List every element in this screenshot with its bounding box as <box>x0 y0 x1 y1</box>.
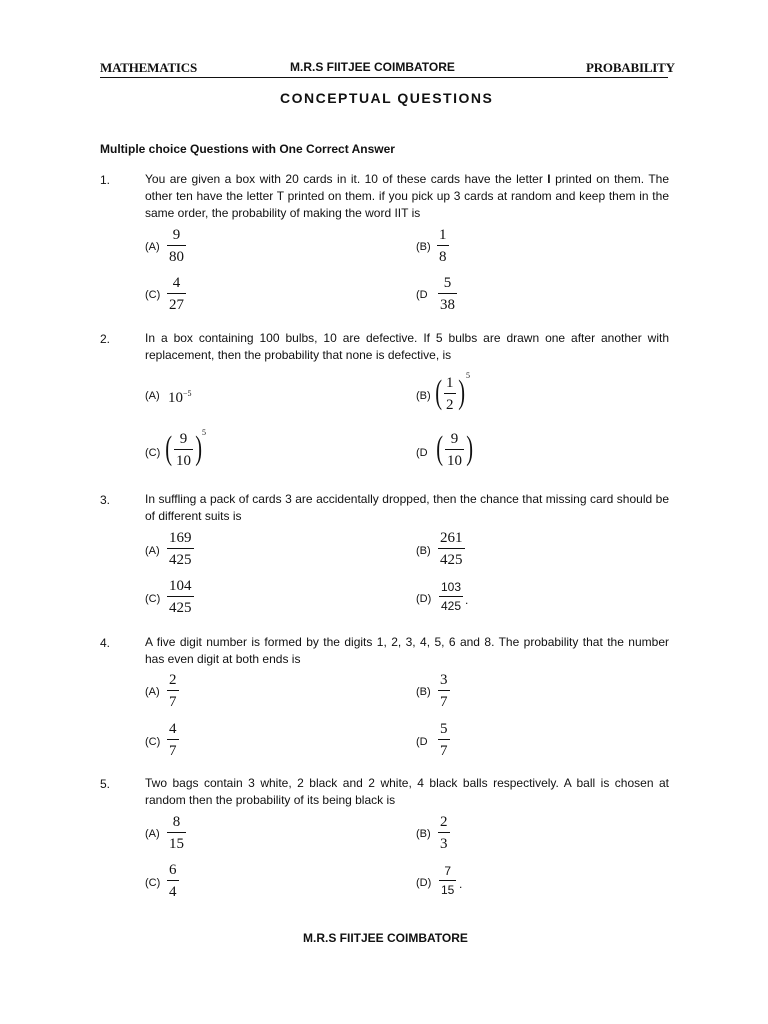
denominator: 80 <box>169 249 184 265</box>
denominator: 7 <box>169 743 177 759</box>
denominator: 27 <box>169 297 184 313</box>
page-title: CONCEPTUAL QUESTIONS <box>280 90 494 106</box>
left-paren: ( <box>436 430 444 467</box>
option-b-fraction <box>438 671 450 711</box>
denominator: 425 <box>169 552 192 568</box>
exponent: 5 <box>466 371 470 380</box>
option-c-fraction <box>167 274 186 314</box>
numerator: 7 <box>444 864 452 878</box>
header-institute: M.R.S FIITJEE COIMBATORE <box>290 60 455 74</box>
numerator: 4 <box>172 275 181 291</box>
question-number: 2. <box>100 332 111 346</box>
trailing-period: . <box>465 593 469 607</box>
denominator: 38 <box>440 297 455 313</box>
denominator: 7 <box>440 694 448 710</box>
option-label: (A) <box>145 828 160 840</box>
option-c-fraction <box>167 861 179 901</box>
question-number: 4. <box>100 636 111 650</box>
option-b-fraction <box>438 529 465 569</box>
denominator: 10 <box>176 453 191 469</box>
option-label: (B) <box>416 241 431 253</box>
question-text: A five digit number is formed by the digits 1, 2, 3, 4, 5, 6 and 8. The probability that the number has even digit at both ends is <box>145 635 669 666</box>
option-label: (A) <box>145 545 160 557</box>
option-label: (C) <box>145 736 161 748</box>
numerator: 5 <box>440 721 448 737</box>
numerator: 4 <box>169 721 177 737</box>
option-a-fraction <box>167 671 179 711</box>
option-d-fraction <box>439 864 456 898</box>
right-paren: ) <box>458 374 466 411</box>
option-b-fraction <box>444 374 456 414</box>
exponent: 5 <box>202 428 206 437</box>
option-label: (A) <box>145 241 160 253</box>
denominator: 4 <box>169 884 177 900</box>
numerator: 6 <box>169 862 177 878</box>
numerator: 1 <box>446 375 454 391</box>
denominator: 7 <box>169 694 177 710</box>
question-text: In a box containing 100 bulbs, 10 are defective. If 5 bulbs are drawn one after another with replacement, then the probability that none is defective, is <box>145 331 669 362</box>
trailing-period: . <box>459 877 463 891</box>
denominator: 2 <box>446 397 454 413</box>
option-a-fraction <box>167 529 194 569</box>
left-paren: ( <box>165 430 173 467</box>
numerator: 9 <box>179 431 188 447</box>
option-c-fraction <box>167 577 194 617</box>
numerator: 9 <box>450 431 459 447</box>
option-label: (B) <box>416 828 431 840</box>
numerator: 1 <box>439 227 447 243</box>
numerator: 9 <box>172 227 181 243</box>
numerator: 103 <box>441 580 462 594</box>
numerator: 104 <box>169 578 192 594</box>
denominator: 15 <box>441 883 455 897</box>
option-label: (C) <box>145 447 161 459</box>
denominator: 425 <box>441 599 462 613</box>
option-c-fraction <box>167 720 179 760</box>
denominator: 3 <box>440 836 448 852</box>
option-label: (D) <box>416 877 432 889</box>
option-label: (D <box>416 289 428 301</box>
numerator: 169 <box>169 530 192 546</box>
footer-institute: M.R.S FIITJEE COIMBATORE <box>303 931 468 945</box>
option-label: (A) <box>145 686 160 698</box>
option-d-fraction <box>438 274 457 314</box>
option-b-fraction <box>438 813 450 853</box>
right-paren: ) <box>195 430 203 467</box>
denominator: 10 <box>447 453 462 469</box>
option-label: (A) <box>145 390 160 402</box>
power-base: 10 <box>168 390 183 406</box>
option-label: (C) <box>145 289 161 301</box>
question-number: 1. <box>100 173 111 187</box>
numerator: 261 <box>440 530 463 546</box>
power-exponent: −5 <box>183 389 192 398</box>
option-c-fraction <box>174 430 193 470</box>
question-text: You are given a box with 20 cards in it. 10 of these cards have the letter I printed on them. The other ten have the letter T printed on them. if you pick up 3 cards at random and keep them in the same order, the probability of making the word IIT is <box>145 172 669 220</box>
denominator: 425 <box>440 552 463 568</box>
denominator: 425 <box>169 600 192 616</box>
option-label: (B) <box>416 390 431 402</box>
denominator: 8 <box>439 249 447 265</box>
numerator: 2 <box>169 672 177 688</box>
denominator: 15 <box>169 836 184 852</box>
option-d-fraction <box>438 720 450 760</box>
numerator: 2 <box>440 814 448 830</box>
option-a-fraction <box>167 813 186 853</box>
right-paren: ) <box>466 430 474 467</box>
numerator: 3 <box>440 672 448 688</box>
question-number: 3. <box>100 493 111 507</box>
option-a-power <box>168 389 192 407</box>
option-b-fraction <box>437 226 449 266</box>
left-paren: ( <box>435 374 443 411</box>
option-d-fraction <box>439 580 463 614</box>
option-label: (D <box>416 736 428 748</box>
question-text: In suffling a pack of cards 3 are accidentally dropped, then the chance that missing card should be of different suits is <box>145 492 669 523</box>
header-rule <box>100 77 668 78</box>
option-label: (D <box>416 447 428 459</box>
option-d-fraction <box>445 430 464 470</box>
header-subject: MATHEMATICS <box>100 60 197 75</box>
question-number: 5. <box>100 777 111 791</box>
option-label: (B) <box>416 686 431 698</box>
denominator: 7 <box>440 743 448 759</box>
option-label: (B) <box>416 545 431 557</box>
numerator: 8 <box>172 814 181 830</box>
question-text: Two bags contain 3 white, 2 black and 2 white, 4 black balls respectively. A ball is chosen at random then the probability of its being black is <box>145 776 669 807</box>
header-topic: PROBABILITY <box>586 60 675 75</box>
option-a-fraction <box>167 226 186 266</box>
option-label: (C) <box>145 877 161 889</box>
numerator: 5 <box>443 275 452 291</box>
option-label: (D) <box>416 593 432 605</box>
option-label: (C) <box>145 593 161 605</box>
section-heading: Multiple choice Questions with One Correct Answer <box>100 142 395 156</box>
